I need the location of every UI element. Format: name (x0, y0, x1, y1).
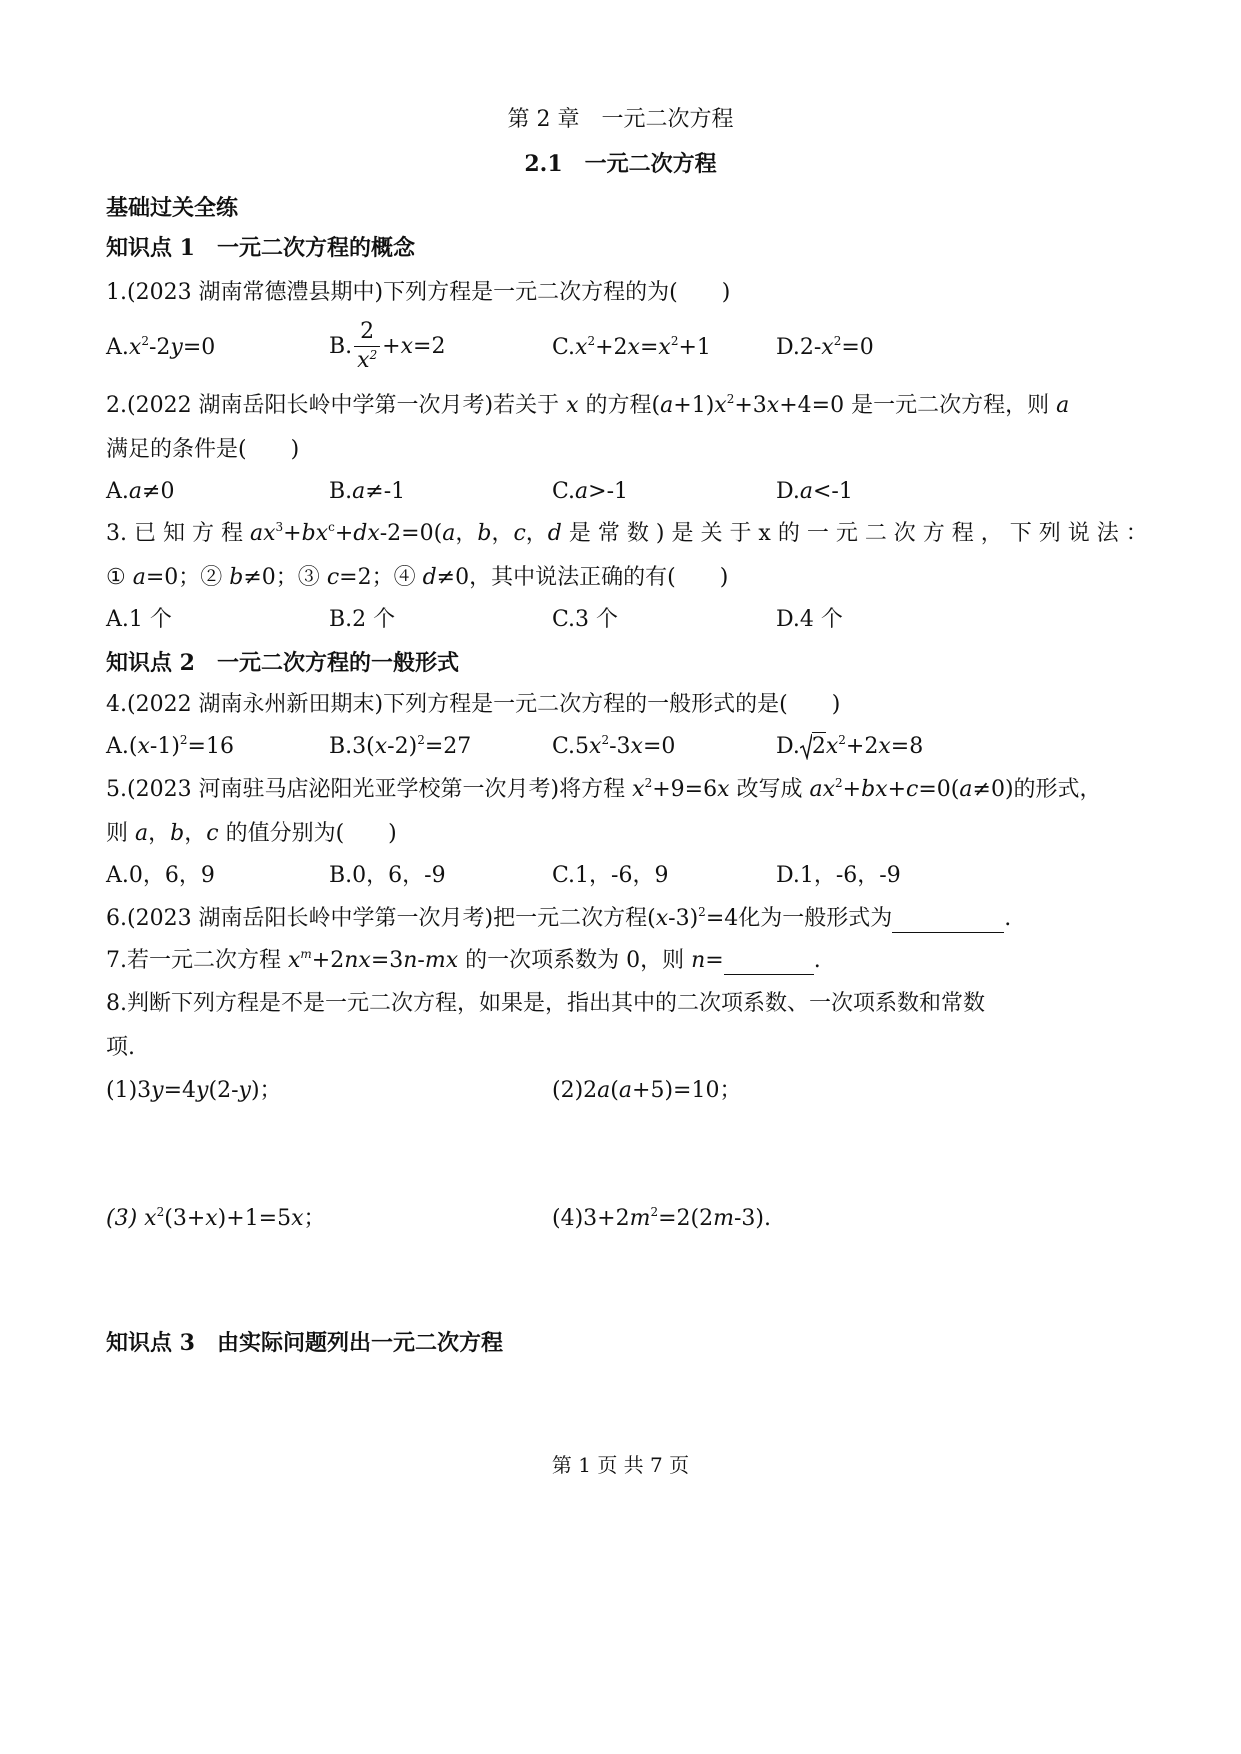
question-1-option-a: $A.x^2-2y=0$ (106, 334, 216, 360)
practice-title: 基础过关全练 (106, 195, 239, 221)
question-8-part-4: $(4)3+2m^2=2(2m-3)$. (552, 1205, 772, 1231)
question-2-option-c: C.a>-1 (552, 479, 629, 504)
question-2-option-b: B.a≠-1 (329, 479, 406, 504)
question-4-option-c: $C.5x^2-3x=0$ (552, 733, 676, 759)
question-1-option-d: $D.2-x^2=0$ (776, 334, 874, 360)
question-3-stem-line1: 3. 已 知 方 程 $ax^3+bx^c+dx-2=0(a$，b，c，d 是 常 数 ) 是 关 于 x 的 一 元 二 次 方 程 ， 下 列 说 法 ： (106, 520, 1148, 546)
knowledge-point-2-title: 知识点 2 一元二次方程的一般形式 (106, 650, 459, 676)
question-1-option-b: B. $\frac{2}{x^2}$ +x=2 (329, 319, 446, 373)
question-8-stem-line1: 8.判断下列方程是不是一元二次方程，如果是，指出其中的二次项系数、一次项系数和常数 (106, 991, 985, 1016)
question-1-option-c: $C.x^2+2x=x^2+1$ (552, 334, 711, 360)
section-title: 2.1 一元二次方程 (524, 151, 717, 177)
knowledge-point-3-title: 知识点 3 由实际问题列出一元二次方程 (106, 1330, 503, 1356)
question-3-option-a: A.1 个 (106, 607, 172, 632)
question-2-stem-line1: 2.(2022 湖南岳阳长岭中学第一次月考)若关于 x 的方程$(a+1)x^2+3x+4=0$ 是一元二次方程，则 a (106, 392, 1070, 418)
question-8-part-2: (2)2a(a+5)=10； (552, 1078, 742, 1103)
question-4-stem: 4.(2022 湖南永州新田期末)下列方程是一元二次方程的一般形式的是( ) (106, 692, 841, 717)
fraction-2-over-x-squared: $\frac{2}{x^2}$ (352, 321, 382, 371)
question-5-stem-line2: 则 a，b，c 的值分别为( ) (106, 821, 397, 846)
question-4-option-a: $A.(x-1)^2=16$ (106, 733, 234, 759)
question-4-option-d: D. $2x^2+2x=8$ (776, 733, 924, 759)
question-7-stem: 7.若一元二次方程 $x^m+2nx=3n-mx$ 的一次项系数为 0，则 n= . (106, 947, 821, 973)
square-root-icon: 2 (800, 736, 826, 758)
question-2-option-d: D.a<-1 (776, 479, 853, 504)
question-8-part-3: (3) $x^2(3+x)+1=5x$； (106, 1205, 326, 1231)
answer-blank[interactable] (892, 910, 1004, 933)
question-8-stem-line2: 项. (106, 1035, 135, 1060)
page-number: 第 1 页 共 7 页 (551, 1453, 690, 1477)
knowledge-point-1-title: 知识点 1 一元二次方程的概念 (106, 235, 415, 261)
answer-blank[interactable] (724, 952, 814, 975)
question-5-option-a: A.0，6，9 (106, 863, 215, 888)
question-3-option-c: C.3 个 (552, 607, 619, 632)
question-5-option-b: B.0，6，-9 (329, 863, 446, 888)
question-5-option-c: C.1，-6，9 (552, 863, 669, 888)
question-2-option-a: A.a≠0 (106, 479, 175, 504)
question-1-stem: 1.(2023 湖南常德澧县期中)下列方程是一元二次方程的为( ) (106, 280, 731, 305)
chapter-title: 第 2 章 一元二次方程 (507, 107, 734, 132)
question-5-stem-line1: 5.(2023 河南驻马店泌阳光亚学校第一次月考)将方程 $x^2+9=6x$ 改写成 $ax^2+bx+c=0(a\ne 0)$的形式， (106, 776, 1102, 802)
question-3-option-d: D.4 个 (776, 607, 843, 632)
question-3-option-b: B.2 个 (329, 607, 396, 632)
question-4-option-b: $B.3(x-2)^2=27$ (329, 733, 472, 759)
question-2-stem-line2: 满足的条件是( ) (106, 437, 300, 462)
question-8-part-1: (1)3y=4y(2-y)； (106, 1078, 282, 1103)
question-3-stem-line2: ① a=0；② b≠0；③ c=2；④ d≠0，其中说法正确的有( ) (106, 565, 729, 590)
question-5-option-d: D.1，-6，-9 (776, 863, 901, 888)
question-6-stem: 6.(2023 湖南岳阳长岭中学第一次月考)把一元二次方程$(x-3)^2=4$化为一般形式为 . (106, 905, 1012, 931)
